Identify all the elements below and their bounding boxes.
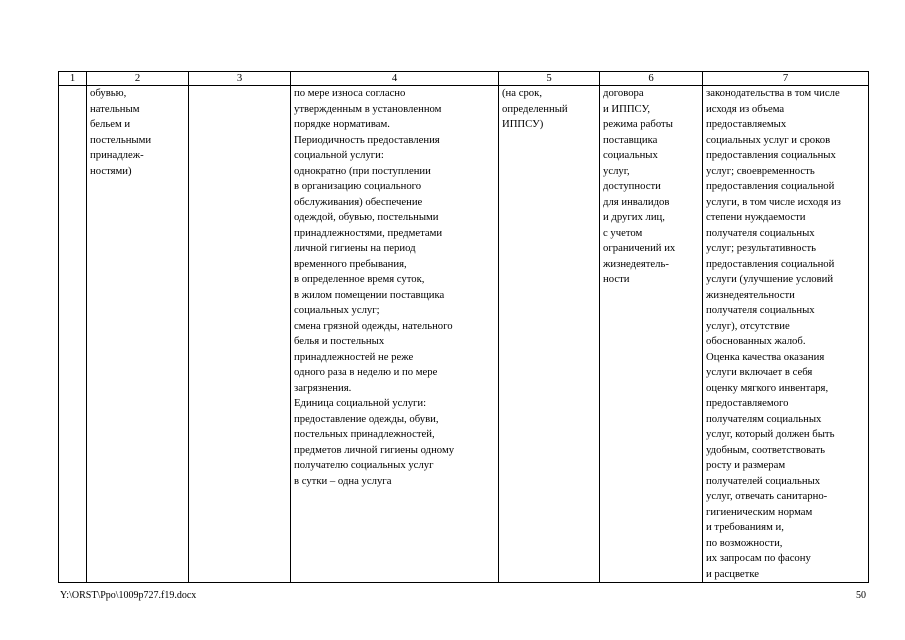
header-cell-7: 7 bbox=[703, 72, 869, 86]
text-line: Единица социальной услуги: bbox=[294, 397, 427, 409]
text-line: в сутки – одна услуга bbox=[294, 474, 392, 487]
text-line: предоставления социальной bbox=[706, 257, 835, 270]
text-line: нательным bbox=[90, 102, 140, 115]
text-line: предоставляемых bbox=[706, 118, 787, 130]
text-line: оценку мягкого инвентаря, bbox=[706, 381, 829, 394]
text-line: услуг, отвечать санитарно- bbox=[706, 490, 828, 502]
text-line: загрязнения. bbox=[294, 381, 352, 394]
text-line: обувью, bbox=[90, 87, 127, 99]
text-line: получателю социальных услуг bbox=[294, 459, 434, 471]
text-line: по возможности, bbox=[706, 536, 783, 549]
text-line: степени нуждаемости bbox=[706, 211, 806, 223]
text-line: обслуживания) обеспечение bbox=[294, 195, 423, 208]
text-line: однократно (при поступлении bbox=[294, 164, 431, 177]
cell-quality bbox=[703, 86, 869, 583]
text-line: принадлеж- bbox=[90, 149, 144, 161]
text-line: законодательства в том числе bbox=[706, 87, 840, 99]
cell-term bbox=[499, 86, 600, 583]
cell-number bbox=[59, 86, 87, 583]
text-line: режима работы bbox=[603, 118, 673, 130]
text-line: для инвалидов bbox=[603, 195, 670, 208]
text-line: предоставление одежды, обуви, bbox=[294, 412, 439, 425]
text-line: и расцветке bbox=[706, 567, 760, 580]
text-line: получателям социальных bbox=[706, 412, 822, 425]
text-line: одеждой, обувью, постельными bbox=[294, 211, 439, 223]
header-cell-4: 4 bbox=[291, 72, 499, 86]
text-line: по мере износа согласно bbox=[294, 87, 406, 99]
text-line: росту и размерам bbox=[706, 459, 786, 471]
text-line: услуг, который должен быть bbox=[706, 428, 835, 440]
text-line: социальных услуг; bbox=[294, 304, 380, 316]
text-line: временного пребывания, bbox=[294, 257, 407, 270]
text-line: и других лиц, bbox=[603, 211, 665, 223]
text-line: исходя из объема bbox=[706, 102, 785, 115]
text-line: в организацию социального bbox=[294, 180, 422, 192]
text-line: удобным, соответствовать bbox=[706, 443, 826, 456]
text-line: обоснованных жалоб. bbox=[706, 335, 806, 347]
text-line: принадлежностями, предметами bbox=[294, 226, 443, 239]
text-line: поставщика bbox=[603, 133, 658, 146]
text-line: их запросам по фасону bbox=[706, 552, 811, 564]
header-cell-1: 1 bbox=[59, 72, 87, 86]
text-line: получателя социальных bbox=[706, 304, 815, 316]
text-line: ности bbox=[603, 273, 630, 285]
text-line: определенный bbox=[502, 102, 568, 115]
text-line: услуг; результативность bbox=[706, 242, 816, 254]
text-line: постельными bbox=[90, 133, 152, 146]
text-line: предоставления социальных bbox=[706, 149, 836, 161]
text-line: услуги (улучшение условий bbox=[706, 273, 834, 285]
header-cell-6: 6 bbox=[600, 72, 703, 86]
text-line: с учетом bbox=[603, 226, 643, 239]
text-line: белья и постельных bbox=[294, 335, 385, 347]
header-cell-5: 5 bbox=[499, 72, 600, 86]
header-cell-2: 2 bbox=[87, 72, 189, 86]
cell-service-name bbox=[87, 86, 189, 583]
text-line: ИППСУ) bbox=[502, 118, 544, 130]
text-line: услуг), отсутствие bbox=[706, 319, 790, 332]
text-line: социальной услуги: bbox=[294, 149, 384, 161]
text-line: жизнедеятельности bbox=[706, 288, 795, 301]
text-line: (на срок, bbox=[502, 87, 542, 99]
services-table bbox=[58, 71, 869, 583]
text-line: ностями) bbox=[90, 164, 132, 177]
text-line: ограничений их bbox=[603, 242, 676, 254]
text-line: и требованиям и, bbox=[706, 521, 784, 533]
text-line: предоставления социальной bbox=[706, 180, 835, 192]
text-line: услуг; своевременность bbox=[706, 164, 815, 177]
text-line: услуги включает в себя bbox=[706, 366, 813, 378]
text-line: в определенное время суток, bbox=[294, 273, 425, 285]
text-line: одного раза в неделю и по мере bbox=[294, 366, 438, 378]
text-line: предметов личной гигиены одному bbox=[294, 443, 455, 456]
header-cell-3: 3 bbox=[189, 72, 291, 86]
text-line: социальных услуг и сроков bbox=[706, 133, 831, 146]
text-line: Оценка качества оказания bbox=[706, 350, 825, 363]
header-row bbox=[59, 72, 869, 86]
text-line: личной гигиены на период bbox=[294, 242, 416, 254]
cell-description bbox=[291, 86, 499, 583]
page-number: 50 bbox=[856, 590, 866, 601]
table-row bbox=[59, 86, 869, 583]
text-line: услуг, bbox=[603, 164, 630, 177]
text-line: получателя социальных bbox=[706, 226, 815, 239]
text-line: принадлежностей не реже bbox=[294, 350, 414, 363]
text-line: смена грязной одежды, нательного bbox=[294, 319, 453, 332]
text-line: в жилом помещении поставщика bbox=[294, 288, 445, 301]
text-line: жизнедеятель- bbox=[603, 257, 669, 270]
text-line: бельем и bbox=[90, 118, 131, 130]
text-line: договора bbox=[603, 87, 644, 99]
text-line: утвержденным в установленном bbox=[294, 102, 442, 115]
file-path: Y:\ORST\Ppo\1009p727.f19.docx bbox=[60, 590, 197, 601]
text-line: доступности bbox=[603, 180, 661, 192]
text-line: и ИППСУ, bbox=[603, 102, 651, 115]
cell-standard bbox=[189, 86, 291, 583]
text-line: порядке нормативам. bbox=[294, 118, 390, 130]
text-line: Периодичность предоставления bbox=[294, 133, 440, 146]
text-line: услуги, в том числе исходя из bbox=[706, 195, 841, 208]
text-line: получателей социальных bbox=[706, 474, 821, 487]
text-line: предоставляемого bbox=[706, 397, 789, 409]
text-line: постельных принадлежностей, bbox=[294, 428, 435, 440]
cell-conditions bbox=[600, 86, 703, 583]
text-line: социальных bbox=[603, 149, 658, 161]
text-line: гигиеническим нормам bbox=[706, 505, 813, 518]
